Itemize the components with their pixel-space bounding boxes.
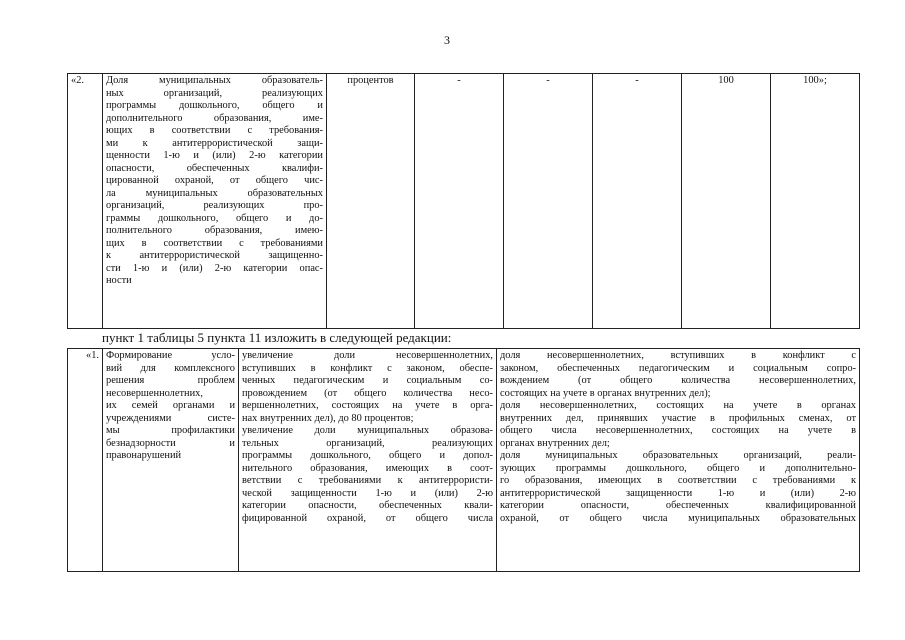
- text-line: увеличение доли муниципальных образова-: [242, 425, 493, 436]
- text-line: состоящих на учете в органах внутренних дел);: [500, 387, 711, 399]
- text-line: ла муниципальных образовательных: [106, 187, 323, 199]
- text-line: сти 1-ю и (или) 2-ю категории опас-: [106, 262, 323, 274]
- value-cell: -: [415, 74, 504, 329]
- page-number: 3: [444, 33, 450, 47]
- text-line: ми к антитеррористической защи-: [106, 137, 323, 149]
- indicator-name: [103, 74, 327, 329]
- text-line: вступивших в конфликт с законом, обеспе-: [242, 362, 493, 374]
- text-line: программы дошкольного, общего и допол-: [242, 450, 493, 461]
- text-line: законом, обеспеченных педагогическим и социальным сопро-: [500, 362, 856, 374]
- value-cell: -: [593, 74, 682, 329]
- text-line: решения проблем: [106, 375, 235, 386]
- indicator-table: [67, 73, 860, 329]
- text-line: организаций, реализующих про-: [106, 200, 323, 211]
- text-line: ности: [106, 275, 132, 286]
- text-line: фицированной охраной, от общего числа: [242, 512, 493, 524]
- text-line: вождением (от общего количества несовершеннолетних,: [500, 375, 856, 386]
- text-line: полнительного образования, имею-: [106, 225, 323, 236]
- text-line: провождением (от общего количества несо-: [242, 387, 493, 399]
- text-line: ческой защищенности 1-ю и (или) 2-ю: [242, 487, 493, 499]
- text-line: опасности, обеспеченных квалифи-: [106, 162, 323, 174]
- text-line: правонарушений: [106, 450, 182, 461]
- text-line: несовершеннолетних,: [106, 387, 203, 399]
- text-line: доля несовершеннолетних, состоящих на учете в органах: [500, 400, 856, 411]
- text-line: общего числа несовершеннолетних, состоящих на учете в: [500, 425, 856, 436]
- text-line: категории опасности, обеспеченных квали-: [242, 500, 493, 511]
- text-line: ченных педагогическим и социальным со-: [242, 375, 493, 386]
- text-line: щенности 1-ю и (или) 2-ю категории: [106, 150, 323, 161]
- value-cell: 100»;: [771, 74, 860, 329]
- goal-cell: [239, 349, 497, 572]
- text-line: их семей органами и: [106, 400, 235, 411]
- row-number: «1.: [68, 349, 103, 572]
- text-line: мы профилактики: [106, 425, 235, 436]
- text-line: щих в соответствии с требованиями: [106, 237, 323, 249]
- tasks-table: [67, 348, 860, 572]
- row-number: «2.: [68, 74, 103, 329]
- text-line: доля несовершеннолетних, вступивших в конфликт с: [500, 350, 856, 361]
- text-line: вий для комплексного: [106, 362, 235, 374]
- text-line: Доля муниципальных образователь-: [106, 75, 323, 86]
- value-cell: 100: [682, 74, 771, 329]
- indicator-cell: [497, 349, 860, 572]
- text-line: ных организаций, реализующих: [106, 87, 323, 99]
- unit-cell: процентов: [327, 74, 415, 329]
- text-line: зующих программы дошкольного, общего и дополнительно-: [500, 462, 856, 474]
- text-line: цированной охраной, от общего чис-: [106, 175, 323, 186]
- table-row: [68, 349, 860, 572]
- value-cell: -: [504, 74, 593, 329]
- text-line: безнадзорности и: [106, 437, 235, 449]
- text-line: го образования, имеющих в соответствии с требованиями к: [500, 475, 856, 486]
- text-line: внутренних дел, принявших участие в профильных сменах, от: [500, 412, 856, 424]
- text-line: тельных организаций, реализующих: [242, 437, 493, 449]
- text-line: антитеррористической защищенности 1-ю и (или) 2-ю: [500, 487, 856, 499]
- text-line: вершеннолетних, состоящих на учете в орга-: [242, 400, 493, 411]
- text-line: категории опасности, обеспеченных квалифицированной: [500, 500, 856, 511]
- text-line: нах внутренних дел), до 80 процентов;: [242, 412, 414, 424]
- text-line: охраной, от общего числа муниципальных образовательных: [500, 512, 856, 524]
- text-line: к антитеррористической защищенно-: [106, 250, 323, 261]
- text-line: увеличение доли несовершеннолетних,: [242, 350, 493, 361]
- task-cell: [103, 349, 239, 572]
- text-line: доля муниципальных образовательных организаций, реали-: [500, 450, 856, 461]
- text-line: нительного образования, имеющих в соот-: [242, 462, 493, 474]
- text-line: дополнительного образования, име-: [106, 112, 323, 124]
- text-line: органах внутренних дел;: [500, 437, 610, 449]
- text-line: Формирование усло-: [106, 350, 235, 361]
- text-line: граммы дошкольного, общего и до-: [106, 212, 323, 224]
- text-line: ветствии с требованиями к антитеррористи-: [242, 475, 493, 486]
- text-line: учреждениями систе-: [106, 412, 235, 424]
- text-line: программы дошкольного, общего и: [106, 100, 323, 111]
- table-row: [68, 74, 860, 329]
- section-heading: пункт 1 таблицы 5 пункта 11 изложить в следующей редакции:: [102, 330, 452, 345]
- text-line: ющих в соответствии с требования-: [106, 125, 323, 136]
